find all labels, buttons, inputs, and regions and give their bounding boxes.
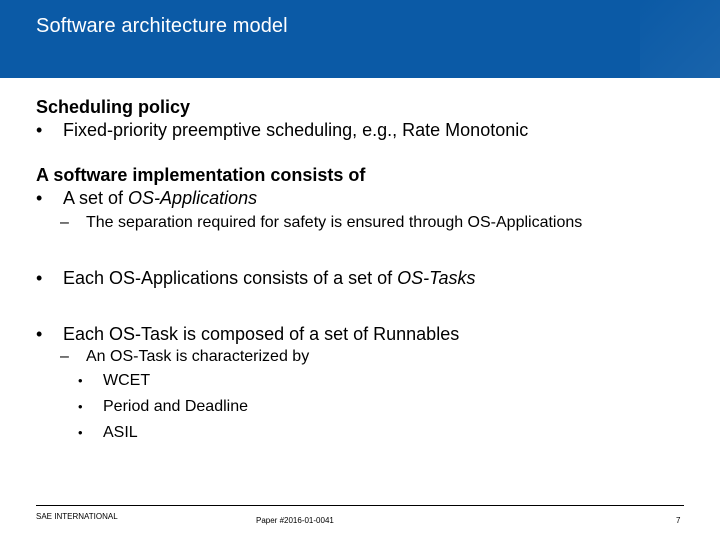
- page-number: 7: [676, 516, 681, 525]
- list-item-text: ASIL: [103, 424, 138, 441]
- bullet-os-tasks: [36, 266, 696, 290]
- subbullet-characterized: [36, 346, 696, 368]
- bullet-emphasis: OS-Tasks: [397, 268, 476, 288]
- subbullet-text: The separation required for safety is ensured through OS-Applications: [86, 214, 583, 231]
- heading-software-implementation: A software implementation consists of: [36, 165, 366, 185]
- list-item-text: WCET: [103, 372, 151, 389]
- bullet-icon: •: [78, 425, 83, 440]
- list-item-wcet: [36, 368, 696, 394]
- footer-organization: SAE INTERNATIONAL: [36, 512, 118, 521]
- title-bar: [0, 0, 720, 78]
- bullet-text: Fixed-priority preemptive scheduling, e.g., Rate Monotonic: [63, 120, 529, 140]
- subbullet-separation: [36, 212, 696, 234]
- footer-paper-number: Paper #2016-01-0041: [256, 516, 334, 525]
- bullet-icon: •: [36, 324, 43, 344]
- title-bar-accent: [640, 0, 720, 78]
- list-item-asil: [36, 420, 696, 446]
- bullet-icon: •: [36, 120, 43, 140]
- slide-body: [36, 96, 696, 446]
- bullet-emphasis: OS-Applications: [128, 188, 258, 208]
- bullet-icon: •: [36, 268, 43, 288]
- bullet-icon: •: [78, 373, 83, 388]
- slide-title: Software architecture model: [36, 15, 288, 37]
- bullet-fixed-priority: [36, 118, 696, 142]
- bullet-icon: •: [78, 399, 83, 414]
- dash-icon: –: [60, 348, 69, 365]
- dash-icon: –: [60, 214, 69, 231]
- bullet-text: A set of: [63, 188, 129, 208]
- subbullet-text: An OS-Task is characterized by: [86, 348, 310, 365]
- bullet-icon: •: [36, 188, 43, 208]
- heading-scheduling-policy: Scheduling policy: [36, 97, 191, 117]
- footer-divider: [36, 505, 684, 506]
- bullet-text: Each OS-Applications consists of a set of: [63, 268, 398, 288]
- bullet-os-applications: [36, 186, 696, 210]
- bullet-runnables: [36, 322, 696, 346]
- list-item-text: Period and Deadline: [103, 398, 248, 415]
- bullet-text: Each OS-Task is composed of a set of Runnables: [63, 324, 460, 344]
- list-item-period-deadline: [36, 394, 696, 420]
